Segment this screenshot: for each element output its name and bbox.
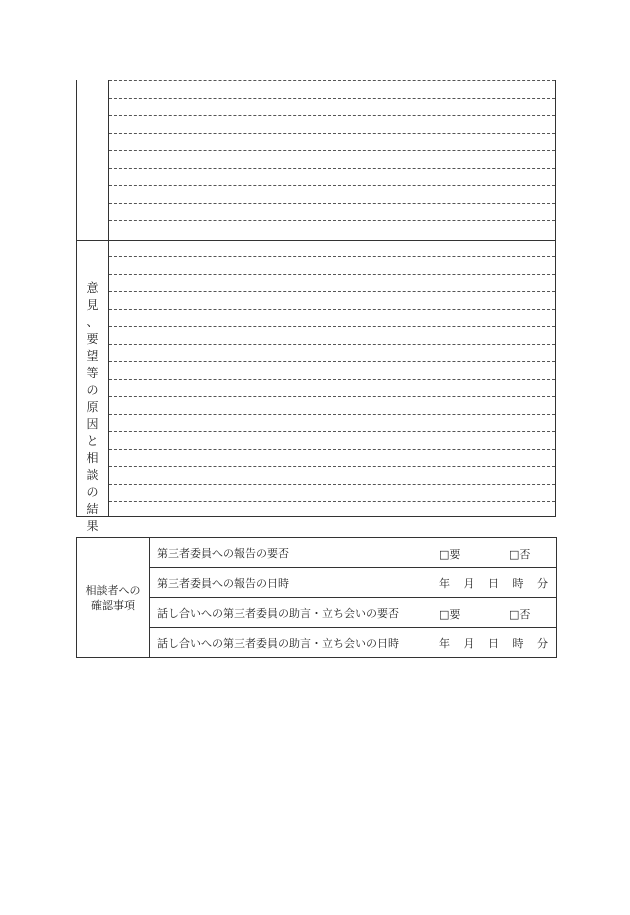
- required-checkbox[interactable]: □要: [439, 607, 461, 621]
- writing-line: [109, 256, 555, 257]
- label-char: 果: [86, 519, 99, 533]
- label-char: 相: [86, 451, 99, 465]
- date-unit-label: 日: [488, 636, 499, 650]
- label-char: 結: [86, 502, 99, 516]
- writing-line: [109, 98, 555, 99]
- table-row: [77, 538, 557, 568]
- confirm-item-text: 第三者委員への報告の日時: [150, 568, 437, 598]
- label-line: 確認事項: [91, 598, 135, 612]
- label-char: 等: [86, 366, 99, 380]
- writing-line: [109, 133, 555, 134]
- date-unit-label: 時: [512, 636, 524, 650]
- writing-line: [109, 326, 555, 327]
- writing-line: [109, 449, 555, 450]
- date-unit-label: 日: [488, 576, 499, 590]
- writing-line: [109, 80, 555, 81]
- confirm-item-text: 話し合いへの第三者委員の助言・立ち会いの日時: [150, 628, 437, 658]
- opinion-cause-result-label: [77, 280, 108, 535]
- label-char: 望: [86, 349, 99, 363]
- date-unit-label: 年: [439, 636, 450, 650]
- writing-line: [109, 431, 555, 432]
- label-char: 原: [86, 400, 99, 414]
- confirm-items-label: [77, 538, 150, 658]
- not-required-checkbox[interactable]: □否: [509, 547, 531, 561]
- answer-cell: [436, 628, 557, 658]
- date-unit-label: 年: [439, 576, 450, 590]
- writing-line: [109, 501, 555, 502]
- writing-line: [109, 203, 555, 204]
- writing-line: [109, 168, 555, 169]
- label-char: 因: [86, 417, 99, 431]
- writing-line: [109, 361, 555, 362]
- section-separator: [77, 240, 555, 241]
- date-unit-label: 時: [512, 576, 524, 590]
- label-char: の: [86, 383, 99, 397]
- date-unit-label: 分: [537, 636, 548, 650]
- answer-cell: [436, 568, 557, 598]
- writing-line: [109, 185, 555, 186]
- label-char: 、: [86, 315, 99, 329]
- date-unit-label: 月: [463, 636, 475, 650]
- date-unit-label: 分: [537, 576, 548, 590]
- not-required-checkbox[interactable]: □否: [509, 607, 531, 621]
- required-checkbox[interactable]: □要: [439, 547, 461, 561]
- writing-line: [109, 274, 555, 275]
- confirmation-table: [76, 537, 557, 658]
- writing-line: [109, 414, 555, 415]
- writing-line: [109, 115, 555, 116]
- confirm-item-text: 第三者委員への報告の要否: [150, 538, 437, 568]
- date-unit-label: 月: [463, 576, 475, 590]
- label-char: 見: [86, 298, 99, 312]
- label-char: 談: [86, 468, 99, 482]
- label-column-divider: [108, 80, 109, 516]
- writing-line: [109, 291, 555, 292]
- writing-line: [109, 466, 555, 467]
- answer-cell: [436, 538, 557, 568]
- label-char: 意: [86, 281, 99, 295]
- upper-record-box: [76, 80, 556, 533]
- writing-line: [109, 396, 555, 397]
- writing-line: [109, 220, 555, 221]
- writing-line: [109, 344, 555, 345]
- writing-line: [109, 309, 555, 310]
- label-char: と: [86, 434, 99, 448]
- writing-line: [109, 150, 555, 151]
- confirm-item-text: 話し合いへの第三者委員の助言・立ち会いの要否: [150, 598, 437, 628]
- writing-line: [109, 379, 555, 380]
- label-line: 相談者への: [85, 583, 141, 597]
- writing-line: [109, 484, 555, 485]
- label-char: の: [86, 485, 99, 499]
- answer-cell: [436, 598, 557, 628]
- label-char: 要: [86, 332, 99, 346]
